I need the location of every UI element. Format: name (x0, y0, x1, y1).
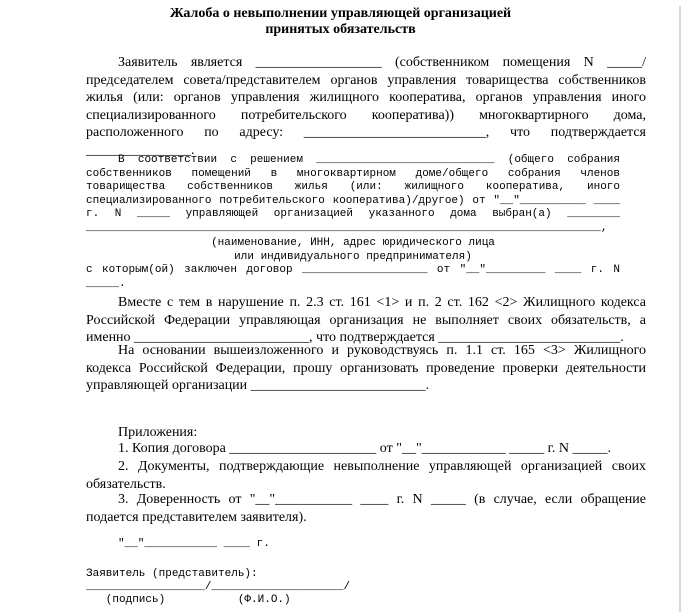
attachment-item-1: 1. Копия договора _____________________ от "__"____________ _____ г. N _____. (118, 441, 611, 456)
decision-note-line-2: или индивидуального предпринимателя) (234, 250, 472, 263)
attachments-heading: Приложения: (118, 425, 198, 440)
document-title (0, 6, 681, 38)
title-line-1: Жалоба о невыполнении управляющей организацией (169, 6, 512, 21)
signature-line: __________________/____________________/ (86, 581, 351, 593)
decision-note-line-1: (наименование, ИНН, адрес юридического лица (211, 237, 495, 249)
title-line-2: принятых обязательств (265, 22, 416, 37)
decision-note (86, 237, 620, 264)
paragraph-applicant: Заявитель является __________________ (собственником помещения N _____/председателем совета/представителем органов управления товарищества собственников жилья (или: органов управления жилищного кооператива, органов управления иного специализированного потребительского кооператива)) многоквартирного дома, расположенного по адресу: __________________________, что подтверждается _______________. (86, 55, 646, 158)
signer-label: Заявитель (представитель): (86, 568, 258, 580)
paragraph-contract: с которым(ой) заключен договор ___________________ от "__"_________ ____ г. N _____. (86, 264, 620, 290)
attachment-item-3: 3. Доверенность от "__"___________ ____ г. N _____ (в случае, если обращение подается представителем заявителя). (86, 492, 646, 525)
paragraph-request: На основании вышеизложенного и руководствуясь п. 1.1 ст. 165 <3> Жилищного кодекса Российской Федерации, прошу организовать проведение проверки деятельности управляющей организации _________________________. (86, 343, 646, 393)
signature-caption: (подпись) (Ф.И.О.) (86, 594, 291, 606)
attachment-item-2: 2. Документы, подтверждающие невыполнение управляющей организацией своих обязательств. (86, 459, 646, 492)
paragraph-violation: Вместе с тем в нарушение п. 2.3 ст. 161 <1> и п. 2 ст. 162 <2> Жилищного кодекса Российской Федерации управляющая организация не выполняет своих обязательств, а именно _________________________, что подтверждается __________________________. (86, 295, 646, 345)
paragraph-decision: В соответствии с решением ___________________________ (общего собрания собственников помещений в многоквартирном доме/общего собрания членов товарищества собственников жилья (или: жилищного кооператива, иного специализированного потребительского кооператива)/другое) от "__"__________ ____ г. N _____ управляющей организацией указанного дома выбран(а) ________ ______________________________________________________________________________, (86, 154, 620, 234)
date-line: "__"___________ ____ г. (118, 538, 270, 550)
